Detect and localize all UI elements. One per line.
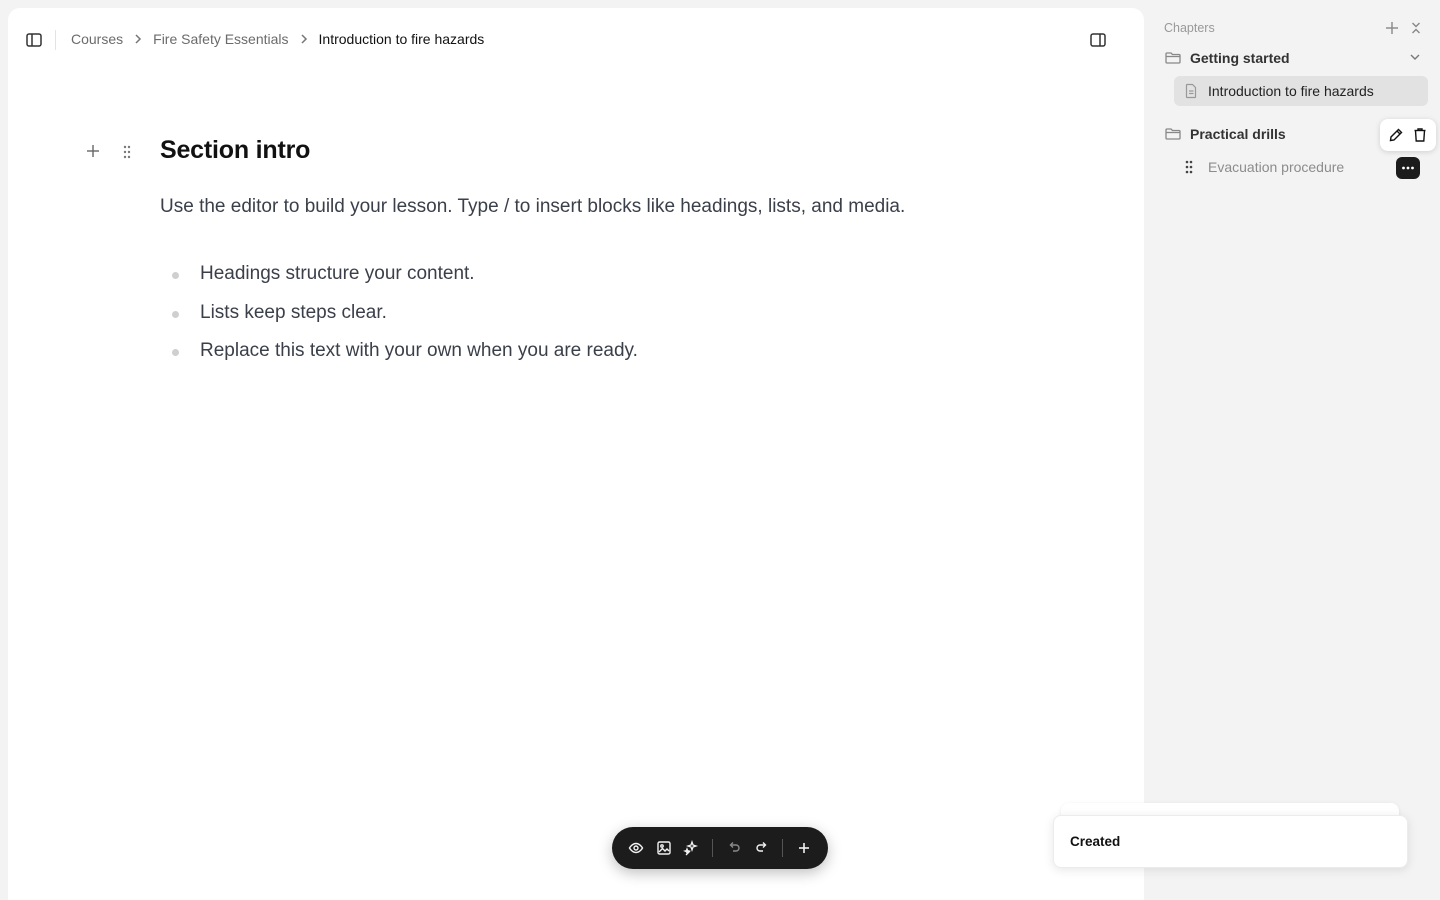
section-heading[interactable]: Section intro — [160, 136, 311, 164]
folder-icon — [1164, 125, 1182, 143]
toolbar-divider — [782, 839, 783, 857]
edit-icon[interactable] — [1386, 125, 1406, 145]
chapter-item-evacuation[interactable] — [1174, 152, 1428, 182]
document-icon — [1184, 83, 1200, 99]
list-item[interactable]: Replace this text with your own when you are ready. — [168, 340, 638, 379]
breadcrumb-current: Introduction to fire hazards — [318, 31, 485, 47]
chapters-sidebar — [1144, 0, 1440, 900]
more-options-icon[interactable] — [1396, 157, 1420, 179]
folder-actions-popover — [1380, 119, 1436, 151]
folder-getting-started[interactable] — [1164, 44, 1432, 72]
folder-label: Getting started — [1190, 50, 1290, 66]
breadcrumb — [71, 31, 484, 47]
chevron-down-icon[interactable] — [1408, 50, 1424, 66]
sidebar-toggle-icon[interactable] — [24, 30, 44, 50]
bullet-dot — [172, 349, 179, 356]
floating-toolbar — [612, 827, 828, 869]
top-bar — [8, 8, 1144, 72]
undo-icon[interactable] — [720, 834, 748, 862]
image-icon[interactable] — [650, 834, 678, 862]
chapter-label: Introduction to fire hazards — [1208, 83, 1374, 99]
drag-handle-icon[interactable] — [1184, 159, 1200, 175]
eye-icon[interactable] — [622, 834, 650, 862]
bullet-list — [168, 263, 638, 379]
toolbar-divider — [712, 839, 713, 857]
folder-icon — [1164, 49, 1182, 67]
sparkles-icon[interactable] — [677, 834, 705, 862]
add-chapter-icon[interactable] — [1384, 20, 1400, 36]
bullet-dot — [172, 311, 179, 318]
plus-icon[interactable] — [790, 834, 818, 862]
panel-toggle-icon[interactable] — [1088, 30, 1108, 50]
bullet-dot — [172, 272, 179, 279]
chevron-right-icon — [289, 33, 319, 45]
list-item[interactable]: Lists keep steps clear. — [168, 302, 638, 341]
breadcrumb-courses[interactable]: Courses — [71, 31, 124, 47]
folder-label: Practical drills — [1190, 126, 1286, 142]
toast-message: Created — [1070, 834, 1121, 849]
redo-icon[interactable] — [748, 834, 776, 862]
intro-paragraph[interactable]: Use the editor to build your lesson. Type / to insert blocks like headings, lists, and media. — [160, 196, 906, 217]
chapter-label: Evacuation procedure — [1208, 159, 1345, 175]
toast-notification — [1053, 815, 1408, 868]
divider — [55, 30, 56, 50]
sidebar-title: Chapters — [1164, 21, 1215, 35]
chevron-right-icon — [123, 33, 153, 45]
chapter-item-introduction[interactable] — [1174, 76, 1428, 106]
drag-handle-icon[interactable] — [120, 144, 134, 160]
add-block-icon[interactable] — [84, 142, 102, 160]
trash-icon[interactable] — [1410, 125, 1430, 145]
editor-panel — [8, 8, 1144, 900]
list-item[interactable]: Headings structure your content. — [168, 263, 638, 302]
collapse-all-icon[interactable] — [1408, 20, 1424, 36]
breadcrumb-course[interactable]: Fire Safety Essentials — [153, 31, 289, 47]
